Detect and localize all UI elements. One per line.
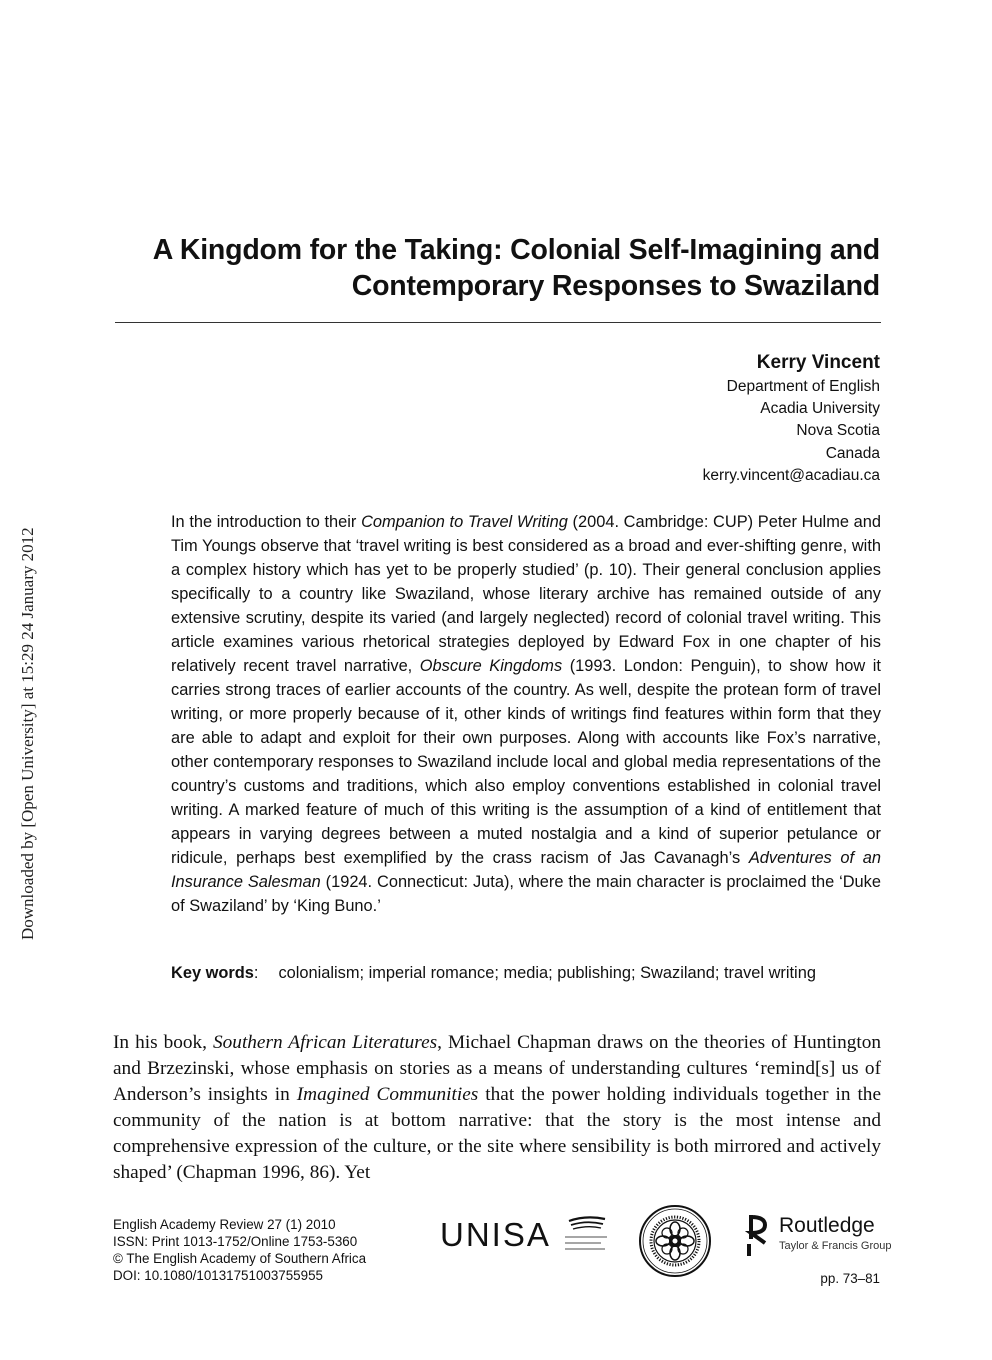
title-line-1: A Kingdom for the Taking: Colonial Self-Imagining and bbox=[152, 234, 880, 266]
body-italic-1: Southern African Literatures bbox=[213, 1032, 438, 1053]
author-university: Acadia University bbox=[760, 400, 880, 418]
unisa-wordmark: UNISA bbox=[440, 1216, 551, 1253]
author-name: Kerry Vincent bbox=[756, 352, 880, 373]
journal-info bbox=[113, 1216, 366, 1284]
journal-copyright: © The English Academy of Southern Africa bbox=[113, 1251, 367, 1266]
body-italic-2: Imagined Communities bbox=[296, 1084, 479, 1105]
journal-issn: ISSN: Print 1013-1752/Online 1753-5360 bbox=[113, 1234, 358, 1249]
unisa-logo bbox=[440, 1213, 611, 1257]
abstract-text-2: (2004. Cambridge: CUP) Peter Hulme and Tim Youngs observe that ‘travel writing is best considered as a broad and ever-shifting genre, with a complex history which has yet to be properly studied’ (p. 10). Their general conclusion applies specifically to a country like Swaziland, whose literary archive has remained outside of any extensive scrutiny, despite its varied (and largely neglected) record of colonial travel writing. This article examines various rhetorical strategies deployed by Edward Fox in one chapter of his relatively recent travel narrative, bbox=[171, 513, 881, 675]
routledge-name: Routledge bbox=[779, 1214, 875, 1237]
journal-doi: DOI: 10.1080/10131751003755955 bbox=[113, 1268, 323, 1283]
title-line-2: Contemporary Responses to Swaziland bbox=[351, 270, 880, 302]
abstract bbox=[171, 510, 881, 918]
keywords-colon: : bbox=[253, 964, 259, 982]
routledge-logo bbox=[745, 1213, 891, 1257]
download-stamp: Downloaded by [Open University] at 15:29 24 January 2012 bbox=[18, 527, 37, 940]
english-academy-seal-icon bbox=[638, 1204, 712, 1278]
keywords-label: Key words bbox=[171, 964, 254, 982]
unisa-emblem-icon bbox=[561, 1213, 611, 1257]
abstract-italic-2: Obscure Kingdoms bbox=[419, 657, 563, 675]
keywords bbox=[171, 961, 891, 985]
page-range: pp. 73–81 bbox=[820, 1271, 880, 1286]
abstract-text-3: (1993. London: Penguin), to show how it carries strong traces of earlier accounts of the country. As well, despite the protean form of travel writing, or more properly because of it, other kinds of writings find features within form that they are able to adapt and exploit for their own purposes. Along with accounts like Fox’s narrative, other contemporary responses to Swaziland include local and global media representations of the country’s customs and traditions, which also employ conventions established in colonial travel writing. A marked feature of much of this writing is the assumption of a kind of entitlement that appears in varying degrees between a muted nostalgia and a kind of superior petulance or ridicule, perhaps best exemplified by the crass racism of Jas Cavanagh’s bbox=[171, 657, 881, 867]
author-country: Canada bbox=[825, 444, 880, 462]
article-title bbox=[110, 232, 880, 304]
body-paragraph bbox=[113, 1030, 881, 1186]
journal-name: English Academy Review 27 (1) 2010 bbox=[113, 1217, 336, 1232]
abstract-text-4: (1924. Connecticut: Juta), where the main character is proclaimed the ‘Duke of Swaziland’ by ‘King Buno.’ bbox=[171, 873, 881, 915]
body-text-3: that the power holding individuals together in the community of the nation is at bottom narrative: that the story is the most intense and comprehensive expression of the culture, or the site where sensibility is both mirrored and actively shaped’ (Chapman 1996, 86). Yet bbox=[113, 1084, 882, 1183]
routledge-r-icon bbox=[745, 1213, 773, 1257]
author-email[interactable]: kerry.vincent@acadiau.ca bbox=[702, 466, 880, 484]
author-block bbox=[703, 350, 880, 487]
title-divider bbox=[115, 322, 881, 323]
abstract-italic-1: Companion to Travel Writing bbox=[361, 513, 568, 531]
abstract-text-1: In the introduction to their bbox=[171, 513, 362, 531]
keywords-list: colonialism; imperial romance; media; publishing; Swaziland; travel writing bbox=[278, 964, 816, 982]
author-province: Nova Scotia bbox=[796, 422, 880, 440]
abstract-italic-3: Adventures of an Insurance Salesman bbox=[171, 849, 881, 891]
body-text-1: In his book, bbox=[113, 1032, 214, 1053]
body-text-2: , Michael Chapman draws on the theories of Huntington and Brzezinski, whose emphasis on stories as a means of understanding cultures ‘remind[s] us of Anderson’s insights in bbox=[113, 1032, 882, 1105]
author-department: Department of English bbox=[726, 378, 880, 395]
routledge-subtitle: Taylor & Francis Group bbox=[779, 1240, 892, 1252]
